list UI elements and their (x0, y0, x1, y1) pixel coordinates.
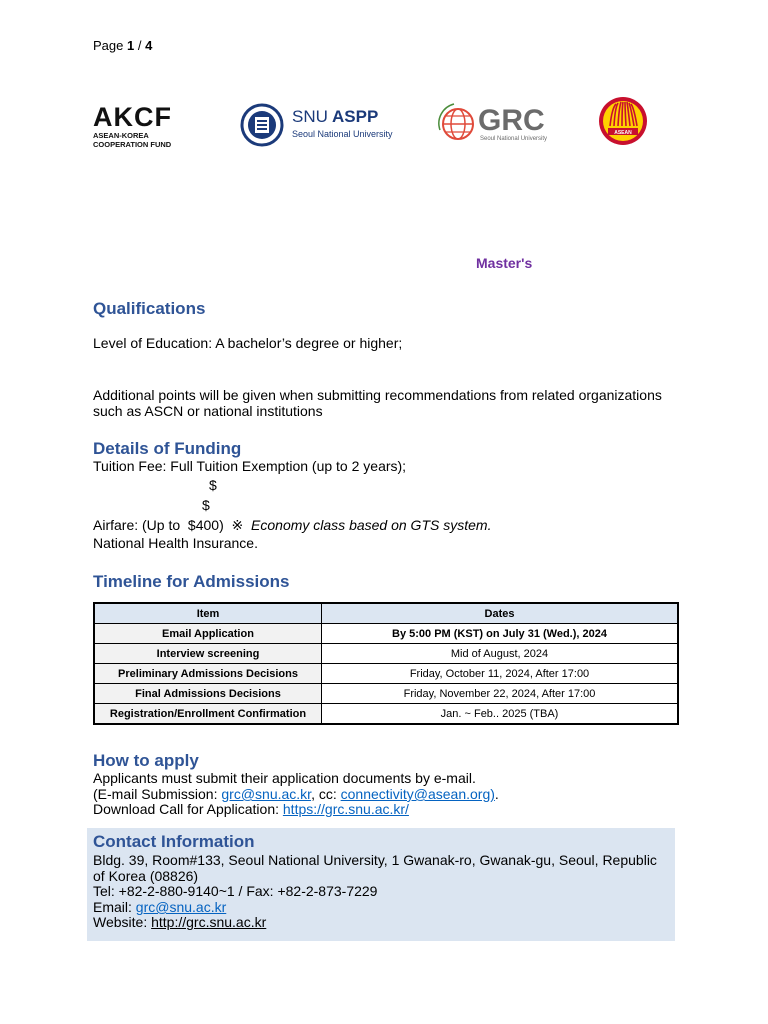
row-date: Mid of August, 2024 (322, 644, 679, 664)
timeline-heading: Timeline for Admissions (93, 572, 290, 591)
row-item: Final Admissions Decisions (94, 684, 322, 704)
akcf-logo-word: AKCF (93, 102, 172, 132)
snu-aspp-logo (240, 103, 410, 147)
cc-email-link[interactable]: connectivity@asean.org) (340, 786, 495, 802)
airfare-amount: $400) (187, 517, 224, 533)
grc-logo-subtitle: Seoul National University (480, 136, 548, 142)
page-number (93, 38, 152, 53)
column-header-item: Item (94, 603, 322, 624)
additional-points-text: Additional points will be given when submitting recommendations from related organizations such as ASCN or national institutions (93, 387, 662, 419)
dollar-sign-2: $ (202, 497, 210, 513)
row-date: Friday, October 11, 2024, After 17:00 (322, 664, 679, 684)
apply-instruction: Applicants must submit their application documents by e-mail. (93, 770, 476, 786)
asean-logo-text: ASEAN (614, 130, 632, 136)
page-separator: / (137, 38, 142, 53)
contact-email-link[interactable]: grc@snu.ac.kr (135, 899, 227, 915)
row-date: By 5:00 PM (KST) on July 31 (Wed.), 2024 (322, 624, 679, 644)
airfare-line (93, 517, 491, 533)
grc-logo (434, 100, 554, 148)
download-prefix: Download Call for Application: (93, 801, 279, 817)
akcf-logo-sub1: ASEAN-KOREA (93, 131, 149, 140)
table-row (94, 704, 678, 725)
contact-heading: Contact Information (93, 832, 255, 851)
snu-emblem-icon (240, 103, 284, 147)
masters-label: Master's (476, 255, 533, 271)
snu-title-a: SNU (292, 107, 328, 126)
page-current: 1 (127, 38, 135, 53)
download-line (93, 801, 409, 817)
row-date: Friday, November 22, 2024, After 17:00 (322, 684, 679, 704)
download-link[interactable]: https://grc.snu.ac.kr/ (282, 801, 409, 817)
how-to-apply-heading: How to apply (93, 751, 199, 770)
dollar-sign-1: $ (209, 477, 217, 493)
akcf-logo (93, 104, 188, 154)
row-item: Preliminary Admissions Decisions (94, 664, 322, 684)
cc-label: , cc: (311, 786, 337, 802)
table-row (94, 684, 678, 704)
globe-icon (434, 100, 480, 146)
email-line-end: . (494, 786, 499, 802)
page-total: 4 (145, 38, 153, 53)
reference-mark-icon: ※ (231, 517, 244, 533)
grc-logo-word: GRC (478, 104, 545, 137)
airfare-note: Economy class based on GTS system. (251, 517, 492, 533)
qualifications-heading: Qualifications (93, 299, 206, 318)
airfare-prefix: Airfare: (Up to (93, 517, 181, 533)
education-level-text: Level of Education: A bachelor’s degree or higher; (93, 335, 403, 351)
snu-title-b: ASPP (332, 107, 379, 126)
funding-heading: Details of Funding (93, 439, 242, 458)
email-submission-link[interactable]: grc@snu.ac.kr (221, 786, 312, 802)
contact-website-label: Website: (93, 914, 148, 930)
email-submission-prefix: (E-mail Submission: (93, 786, 218, 802)
asean-emblem-icon (596, 96, 652, 146)
table-row (94, 664, 678, 684)
column-header-dates: Dates (322, 603, 679, 624)
page-label: Page (93, 38, 124, 53)
snu-aspp-subtitle: Seoul National University (292, 129, 393, 139)
tuition-fee-text: Tuition Fee: Full Tuition Exemption (up to 2 years); (93, 458, 407, 474)
row-date: Jan. ~ Feb.. 2025 (TBA) (322, 704, 679, 725)
contact-address: Bldg. 39, Room#133, Seoul National University, 1 Gwanak-ro, Gwanak-gu, Seoul, Republic of Korea (08826) (93, 852, 657, 884)
row-item: Interview screening (94, 644, 322, 664)
email-submission-line (93, 786, 499, 802)
contact-website-link[interactable]: http://grc.snu.ac.kr (151, 914, 267, 930)
contact-box (87, 828, 675, 941)
contact-phone: Tel: +82-2-880-9140~1 / Fax: +82-2-873-7229 (93, 883, 378, 899)
snu-aspp-title (292, 107, 378, 127)
row-item: Email Application (94, 624, 322, 644)
table-row (94, 624, 678, 644)
table-row (94, 644, 678, 664)
contact-website-line (93, 914, 266, 930)
table-header-row (94, 603, 678, 624)
contact-email-line (93, 899, 226, 915)
insurance-text: National Health Insurance. (93, 535, 258, 551)
row-item: Registration/Enrollment Confirmation (94, 704, 322, 725)
akcf-logo-sub2: COOPERATION FUND (93, 140, 172, 149)
asean-logo (596, 96, 652, 144)
contact-email-label: Email: (93, 899, 132, 915)
timeline-table (93, 602, 679, 725)
